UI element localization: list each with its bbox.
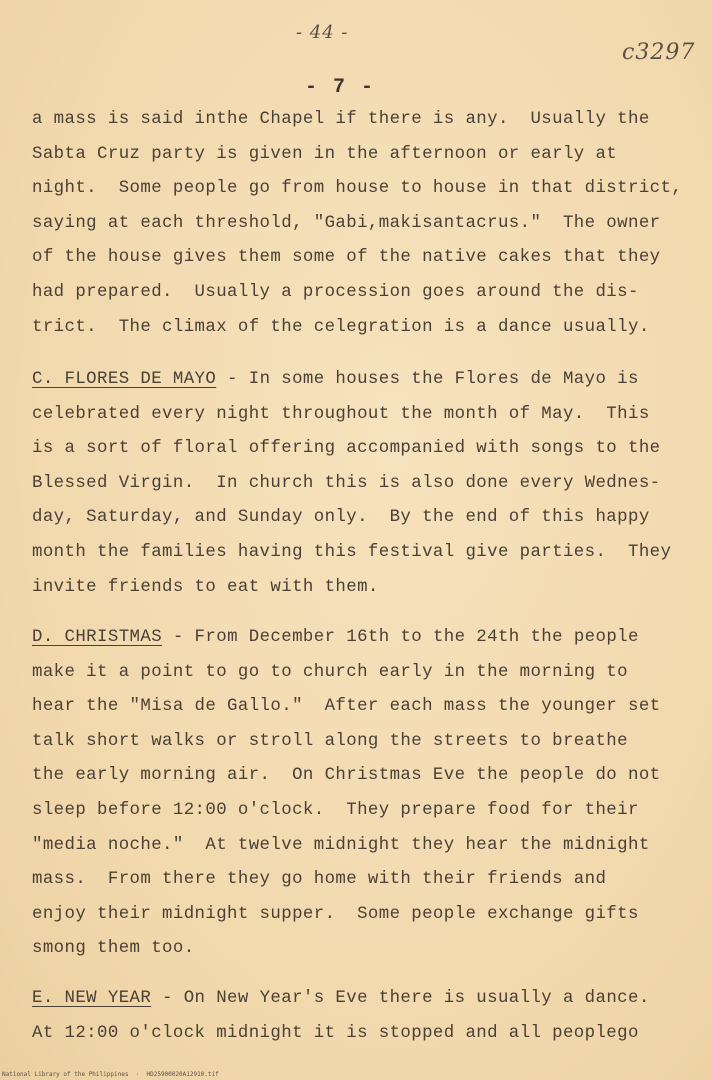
text-line: talk short walks or stroll along the streets to breathe [32, 731, 628, 751]
handwritten-folio-number: - 44 - [296, 22, 349, 43]
text-line: a mass is said inthe Chapel if there is any. Usually the [32, 110, 650, 129]
paragraph-santa-cruz [32, 103, 683, 345]
text-line: trict. The climax of the celegration is a dance usually. [32, 317, 650, 337]
text-line: Blessed Virgin. In church this is also done every Wednes- [32, 473, 661, 493]
paragraph-christmas [32, 621, 672, 967]
text-line [32, 363, 672, 398]
text-line [32, 621, 672, 656]
text-line: make it a point to go to church early in the morning to [32, 662, 628, 682]
text-line: hear the "Misa de Gallo." After each mass the younger set [32, 697, 661, 717]
text-line-rest: - On New Year's Eve there is usually a dance. [151, 989, 650, 1008]
text-line: night. Some people go from house to house in that district, [32, 179, 683, 199]
paragraph-new-year [32, 982, 672, 1051]
text-line: enjoy their midnight supper. Some people exchange gifts [32, 904, 639, 924]
text-line-rest: - In some houses the Flores de Mayo is [216, 370, 639, 389]
text-line: month the families having this festival give parties. They [32, 542, 672, 562]
text-line: "media noche." At twelve midnight they hear the midnight [32, 835, 650, 855]
text-line: day, Saturday, and Sunday only. By the end of this happy [32, 508, 650, 528]
section-heading: C. FLORES DE MAYO [32, 370, 217, 389]
section-heading: E. NEW YEAR [32, 989, 152, 1008]
text-line: Sabta Cruz party is given in the afternoon or early at [32, 144, 618, 164]
text-line: had prepared. Usually a procession goes around the dis- [32, 282, 639, 302]
handwritten-accession-number: c3297 [622, 40, 696, 65]
text-line-rest: - From December 16th to the 24th the people [162, 628, 639, 647]
text-line: saying at each threshold, "Gabi,makisantacrus." The owner [32, 213, 661, 233]
text-line [32, 982, 672, 1017]
text-line: mass. From there they go home with their friends and [32, 870, 607, 890]
text-line: is a sort of floral offering accompanied with songs to the [32, 439, 661, 459]
scan-source-footer: National Library of the Philippines · HD25900020A12910.tif [2, 1071, 219, 1078]
paragraph-flores-de-mayo [32, 363, 672, 605]
text-line: sleep before 12:00 o'clock. They prepare food for their [32, 800, 639, 820]
text-line: At 12:00 o'clock midnight it is stopped and all peoplego [32, 1023, 639, 1043]
text-line: celebrated every night throughout the month of May. This [32, 404, 650, 424]
text-line: of the house gives them some of the native cakes that they [32, 248, 661, 268]
text-line: smong them too. [32, 939, 195, 959]
section-heading: D. CHRISTMAS [32, 628, 163, 647]
page-number: - 7 - [305, 76, 376, 99]
text-line: the early morning air. On Christmas Eve the people do not [32, 766, 661, 786]
text-line: invite friends to eat with them. [32, 577, 379, 597]
